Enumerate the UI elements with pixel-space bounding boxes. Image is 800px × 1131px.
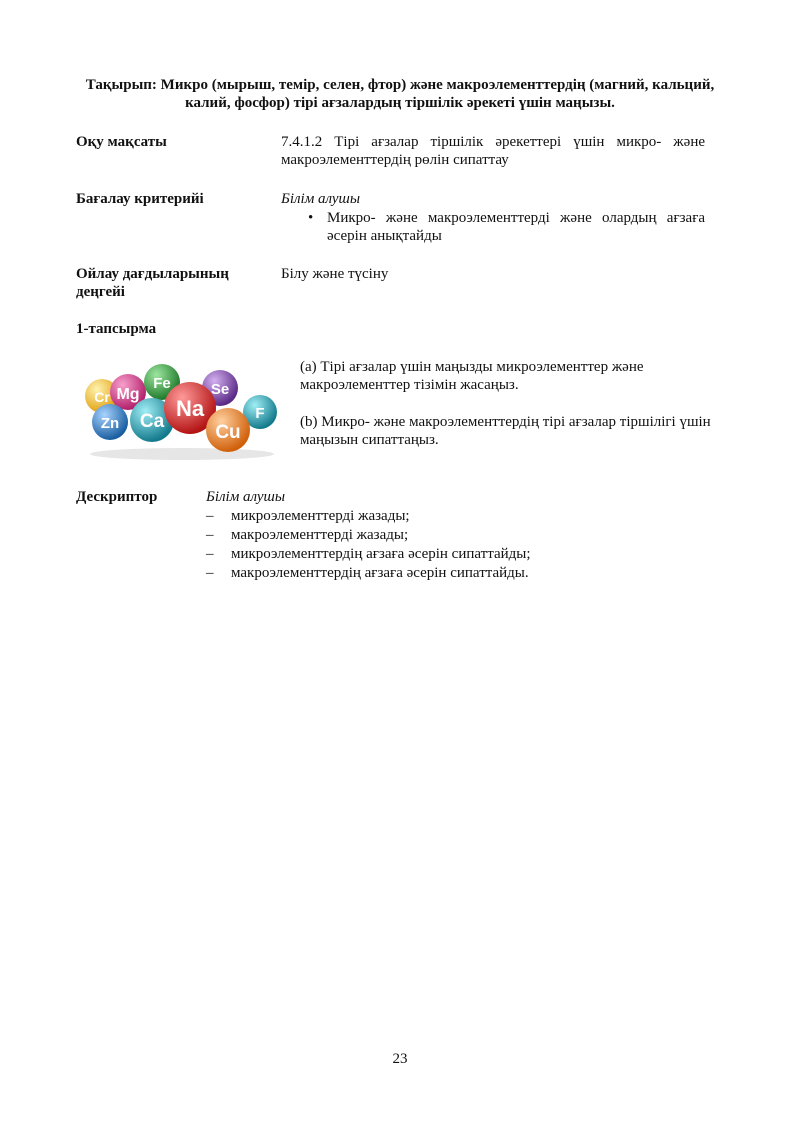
label-cr: Cr xyxy=(94,389,110,405)
descriptor-label: Дескриптор xyxy=(76,489,158,505)
thinking-label: Ойлау дағдыларының деңгейі xyxy=(76,266,229,300)
dash-icon: – xyxy=(206,527,214,543)
label-ca: Ca xyxy=(139,411,165,432)
label-cu: Cu xyxy=(215,422,241,443)
label-f: F xyxy=(255,405,265,422)
elements-balls-image xyxy=(82,358,278,462)
bullet-icon: • xyxy=(308,210,314,226)
task-part-a: (a) Тірі ағзалар үшін маңызды микроэлементтер және макроэлементтер тізімін жасаңыз. xyxy=(300,359,644,393)
criteria-bullet-item xyxy=(281,209,705,245)
descriptor-item xyxy=(206,545,706,564)
objective-label: Оқу мақсаты xyxy=(76,134,167,150)
page-number: 23 xyxy=(392,1051,408,1067)
thinking-value: Білу және түсіну xyxy=(281,266,389,282)
descriptor-item xyxy=(206,526,706,545)
descriptor-item xyxy=(206,507,706,526)
criteria-label: Бағалау критерийі xyxy=(76,191,204,207)
criteria-bullet-text: Микро- және макроэлементтерді және олардың ағзаға әсерін анықтайды xyxy=(327,210,705,244)
descriptor-subject: Білім алушы xyxy=(206,489,286,505)
dash-icon: – xyxy=(206,508,214,524)
label-se: Se xyxy=(210,381,230,398)
descriptor-item xyxy=(206,564,706,583)
descriptor-block xyxy=(206,488,706,583)
criteria-block xyxy=(281,190,705,245)
criteria-subject: Білім алушы xyxy=(281,191,361,207)
descriptor-item-text: макроэлементтерді жазады; xyxy=(231,527,409,543)
page-title: Тақырып: Микро (мырыш, темір, селен, фтор) және макроэлементтердің (магний, кальций, калий, фосфор) тірі ағзалардың тіршілік әрекеті үшін маңызы. xyxy=(85,77,715,111)
descriptor-item-text: микроэлементтердің ағзаға әсерін сипаттайды; xyxy=(231,546,531,562)
label-fe: Fe xyxy=(153,375,171,392)
label-zn: Zn xyxy=(100,415,120,432)
label-mg: Mg xyxy=(116,386,140,403)
task-part-b: (b) Микро- және макроэлементтердің тірі ағзалар тіршілігі үшін маңызын сипаттаңыз. xyxy=(300,414,711,448)
objective-value: 7.4.1.2 Тірі ағзалар тіршілік әрекеттері үшін микро- және макроэлементтердің рөлін сипаттау xyxy=(281,134,705,168)
label-na: Na xyxy=(175,396,205,421)
dash-icon: – xyxy=(206,565,214,581)
descriptor-item-text: макроэлементтердің ағзаға әсерін сипаттайды. xyxy=(231,565,529,581)
dash-icon: – xyxy=(206,546,214,562)
task-label: 1-тапсырма xyxy=(76,321,157,337)
descriptor-item-text: микроэлементтерді жазады; xyxy=(231,508,410,524)
